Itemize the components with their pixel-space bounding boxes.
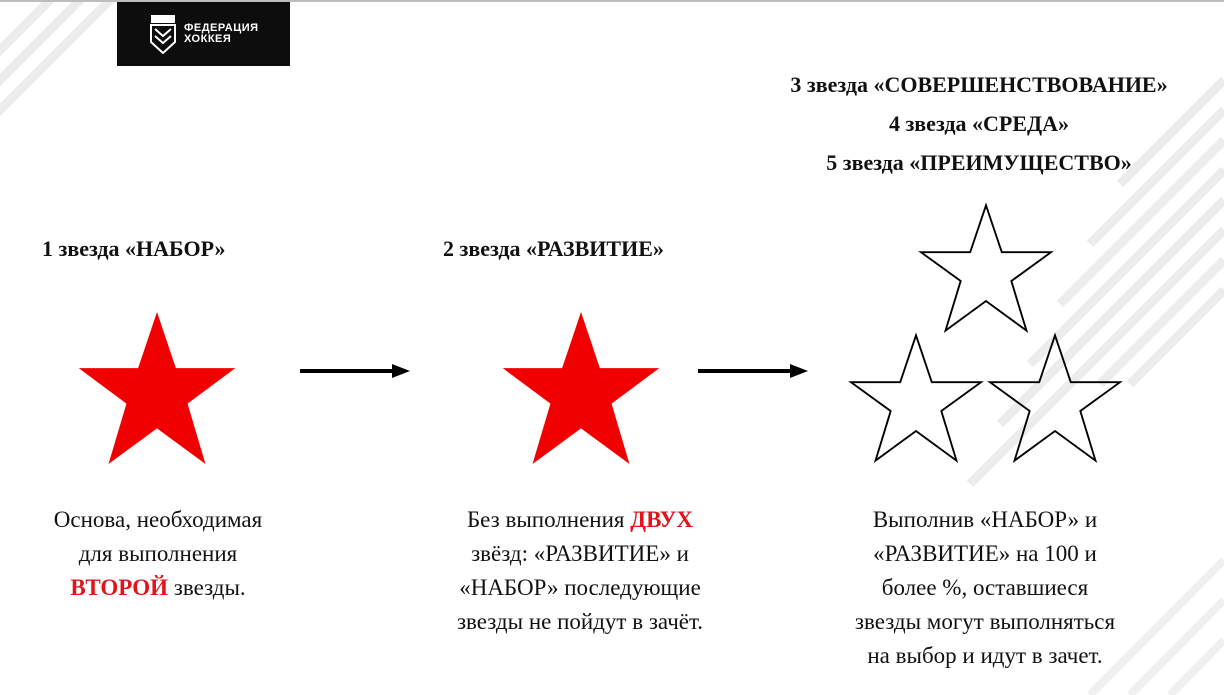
stage1-desc-line [17,571,299,605]
red-star-icon [77,312,237,472]
arrow-right-icon [698,361,810,381]
stage2-heading: 2 звезда «РАЗВИТИЕ» [443,236,664,261]
stage2-desc-highlight: ДВУХ [630,507,694,532]
red-star-icon [501,312,661,472]
stage3-heading-line: 5 звезда «ПРЕИМУЩЕСТВО» [826,150,1132,175]
stage3-description [815,503,1155,673]
stage3-desc-line: звезды могут выполняться [854,609,1116,634]
federation-logo [117,2,290,66]
stage2-description [415,503,745,639]
stage3-heading [744,65,1214,182]
stage3-desc-line: более %, оставшиеся [881,575,1089,600]
hockey-federation-emblem-icon [150,14,176,54]
outline-star-icon [849,334,983,468]
outline-star-icon [919,204,1053,338]
stage2-desc-line [415,503,745,537]
stage1-desc-line: Основа, необходимая [53,507,263,532]
stage1-desc-rest: звезды. [168,575,246,600]
stage2-desc-line: звёзд: «РАЗВИТИЕ» и [471,541,689,566]
stage3-heading-line: 3 звезда «СОВЕРШЕНСТВОВАНИЕ» [790,72,1168,97]
stage3-desc-line: «РАЗВИТИЕ» на 100 и [873,541,1097,566]
stage1-heading: 1 звезда «НАБОР» [42,236,226,261]
stage2-desc-line: звезды не пойдут в зачёт. [456,609,704,634]
logo-line-1: ФЕДЕРАЦИЯ [184,22,259,34]
arrow-right-icon [300,361,412,381]
stage3-desc-line: Выполнив «НАБОР» и [872,507,1098,532]
stage1-desc-line: для выполнения [78,541,238,566]
outline-star-icon [988,334,1122,468]
stage2-desc-start: Без выполнения [466,507,631,532]
stage3-heading-line: 4 звезда «СРЕДА» [888,111,1070,136]
logo-line-2: ХОККЕЯ [184,33,232,45]
stage1-desc-highlight: ВТОРОЙ [70,575,169,600]
stage1-description [17,503,299,605]
stage2-desc-line: «НАБОР» последующие [459,575,701,600]
stage3-desc-line: на выбор и идут в зачет. [867,643,1103,668]
